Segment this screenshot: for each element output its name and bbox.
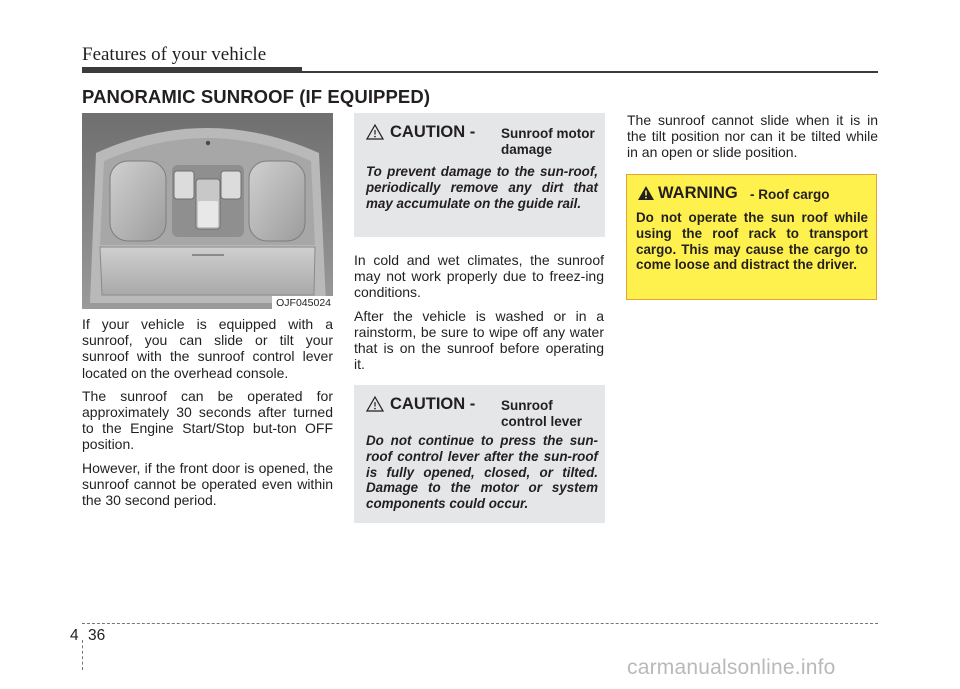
footer-page-number: 36: [88, 627, 106, 644]
paragraph: After the vehicle is washed or in a rainstorm, be sure to wipe off any water that is on the sunroof before operating it.: [354, 307, 604, 373]
caution-box-motor: [354, 113, 605, 237]
column-3-text: [627, 112, 878, 168]
warning-body: Do not operate the sun roof while using the roof rack to transport cargo. This may cause the cargo to come loose and distract the driver.: [636, 210, 868, 273]
watermark-text: carmanualsonline.info: [627, 656, 836, 679]
header-rule-thick: [82, 67, 302, 73]
figure-label: OJF045024: [272, 296, 333, 309]
caution-subject: [501, 126, 621, 158]
paragraph: The sunroof can be operated for approximately 30 seconds after turned to the Engine Start/Stop but-ton OFF position.: [82, 387, 333, 453]
footer-page-divider: [82, 640, 83, 670]
warning-box-roof-cargo: [626, 174, 877, 300]
caution-subject: [501, 398, 621, 430]
warning-subject: - Roof cargo: [750, 187, 830, 202]
paragraph: In cold and wet climates, the sunroof may not work properly due to freez-ing conditions.: [354, 252, 604, 301]
caution-triangle-icon: [366, 396, 384, 412]
caution-body: Do not continue to press the sun-roof control lever after the sun-roof is fully opened, closed, or tilted. Damage to the motor or system components could occur.: [366, 433, 598, 512]
warning-triangle-icon: [637, 185, 655, 201]
caution-subject-line: Sunroof motor: [501, 126, 595, 141]
footer-dashed-rule: [82, 623, 878, 624]
overhead-console-illustration: [82, 113, 333, 309]
column-2-text: [354, 252, 604, 379]
paragraph: However, if the front door is opened, the sunroof cannot be operated even within the 30 second period.: [82, 459, 333, 509]
caution-triangle-icon: [366, 124, 384, 140]
footer-chapter-number: 4: [70, 627, 79, 644]
header-rule-thin: [300, 71, 878, 73]
caution-word: CAUTION -: [390, 395, 476, 413]
overhead-console-photo: [82, 113, 333, 309]
caution-subject-line: Sunroof: [501, 398, 553, 413]
section-title: PANORAMIC SUNROOF (IF EQUIPPED): [82, 86, 431, 107]
caution-box-lever: [354, 385, 605, 523]
warning-word: WARNING: [658, 184, 738, 202]
caution-subject-line: control lever: [501, 414, 583, 429]
caution-body: To prevent damage to the sun-roof, periodically remove any dirt that may accumulate on the guide rail.: [366, 164, 598, 211]
caution-word: CAUTION -: [390, 123, 476, 141]
header-title: Features of your vehicle: [82, 44, 267, 65]
paragraph: If your vehicle is equipped with a sunroof, you can slide or tilt your sunroof with the sunroof control lever located on the overhead console.: [82, 316, 333, 381]
paragraph: The sunroof cannot slide when it is in the tilt position nor can it be tilted while in an open or slide position.: [627, 112, 878, 161]
column-1-text: [82, 316, 333, 515]
caution-subject-line: damage: [501, 142, 553, 157]
